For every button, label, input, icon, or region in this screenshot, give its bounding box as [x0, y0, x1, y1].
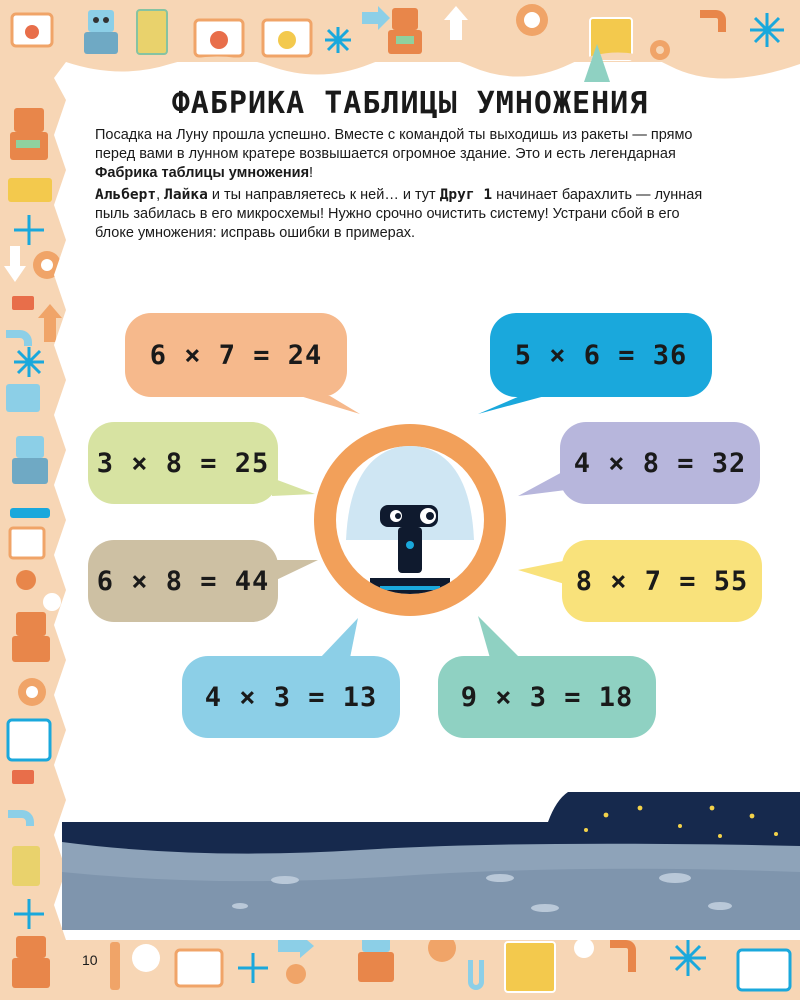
bubble-tail — [478, 616, 520, 658]
equation-6[interactable]: 8 × 7 = 55 — [575, 565, 749, 597]
bubble-tail — [478, 396, 545, 414]
intro-text: Посадка на Луну прошла успешно. Вместе с командой ты выходишь из ракеты — прямо перед вами в лунном кратере возвышается огромное здание. Это и есть легендарная — [95, 127, 693, 162]
story-text: и ты направляетесь к ней… и тут — [207, 187, 440, 203]
bubble-tail — [272, 560, 318, 582]
equation-8[interactable]: 9 × 3 = 18 — [460, 681, 634, 713]
equation-4[interactable]: 4 × 8 = 32 — [573, 447, 747, 479]
bubble-tail — [300, 396, 360, 414]
page-number: 10 — [82, 952, 98, 968]
factory-name: Фабрика таблицы умножения — [95, 165, 310, 181]
intro-end: ! — [309, 165, 314, 181]
equation-5[interactable]: 6 × 8 = 44 — [96, 565, 270, 597]
story-text-end: начинает барахлить — лунная пыль забилась в его микросхемы! Нужно срочно очистить систему! Устрани сбой в его блоке умножения: исправь ошибки в примерах. — [95, 187, 703, 241]
equation-3[interactable]: 3 × 8 = 25 — [96, 447, 270, 479]
equation-2[interactable]: 5 × 6 = 36 — [514, 339, 688, 371]
bubble-tail — [320, 618, 358, 658]
page-title: ФАБРИКА ТАБЛИЦЫ УМНОЖЕНИЯ — [171, 86, 649, 121]
equation-7[interactable]: 4 × 3 = 13 — [204, 681, 378, 713]
intro-paragraph-1 — [95, 126, 715, 183]
character-name-layka: Лайка — [164, 187, 208, 203]
character-name-albert: Альберт — [95, 187, 157, 203]
equation-1[interactable]: 6 × 7 = 24 — [149, 339, 323, 371]
robot-avatar — [314, 424, 506, 616]
bubble-tail — [272, 478, 315, 496]
separator: , — [156, 187, 165, 203]
intro-paragraph-2 — [95, 186, 715, 243]
bubble-tail — [518, 470, 566, 496]
character-name-drug1: Друг 1 — [439, 187, 493, 203]
bubble-tail — [518, 560, 568, 585]
